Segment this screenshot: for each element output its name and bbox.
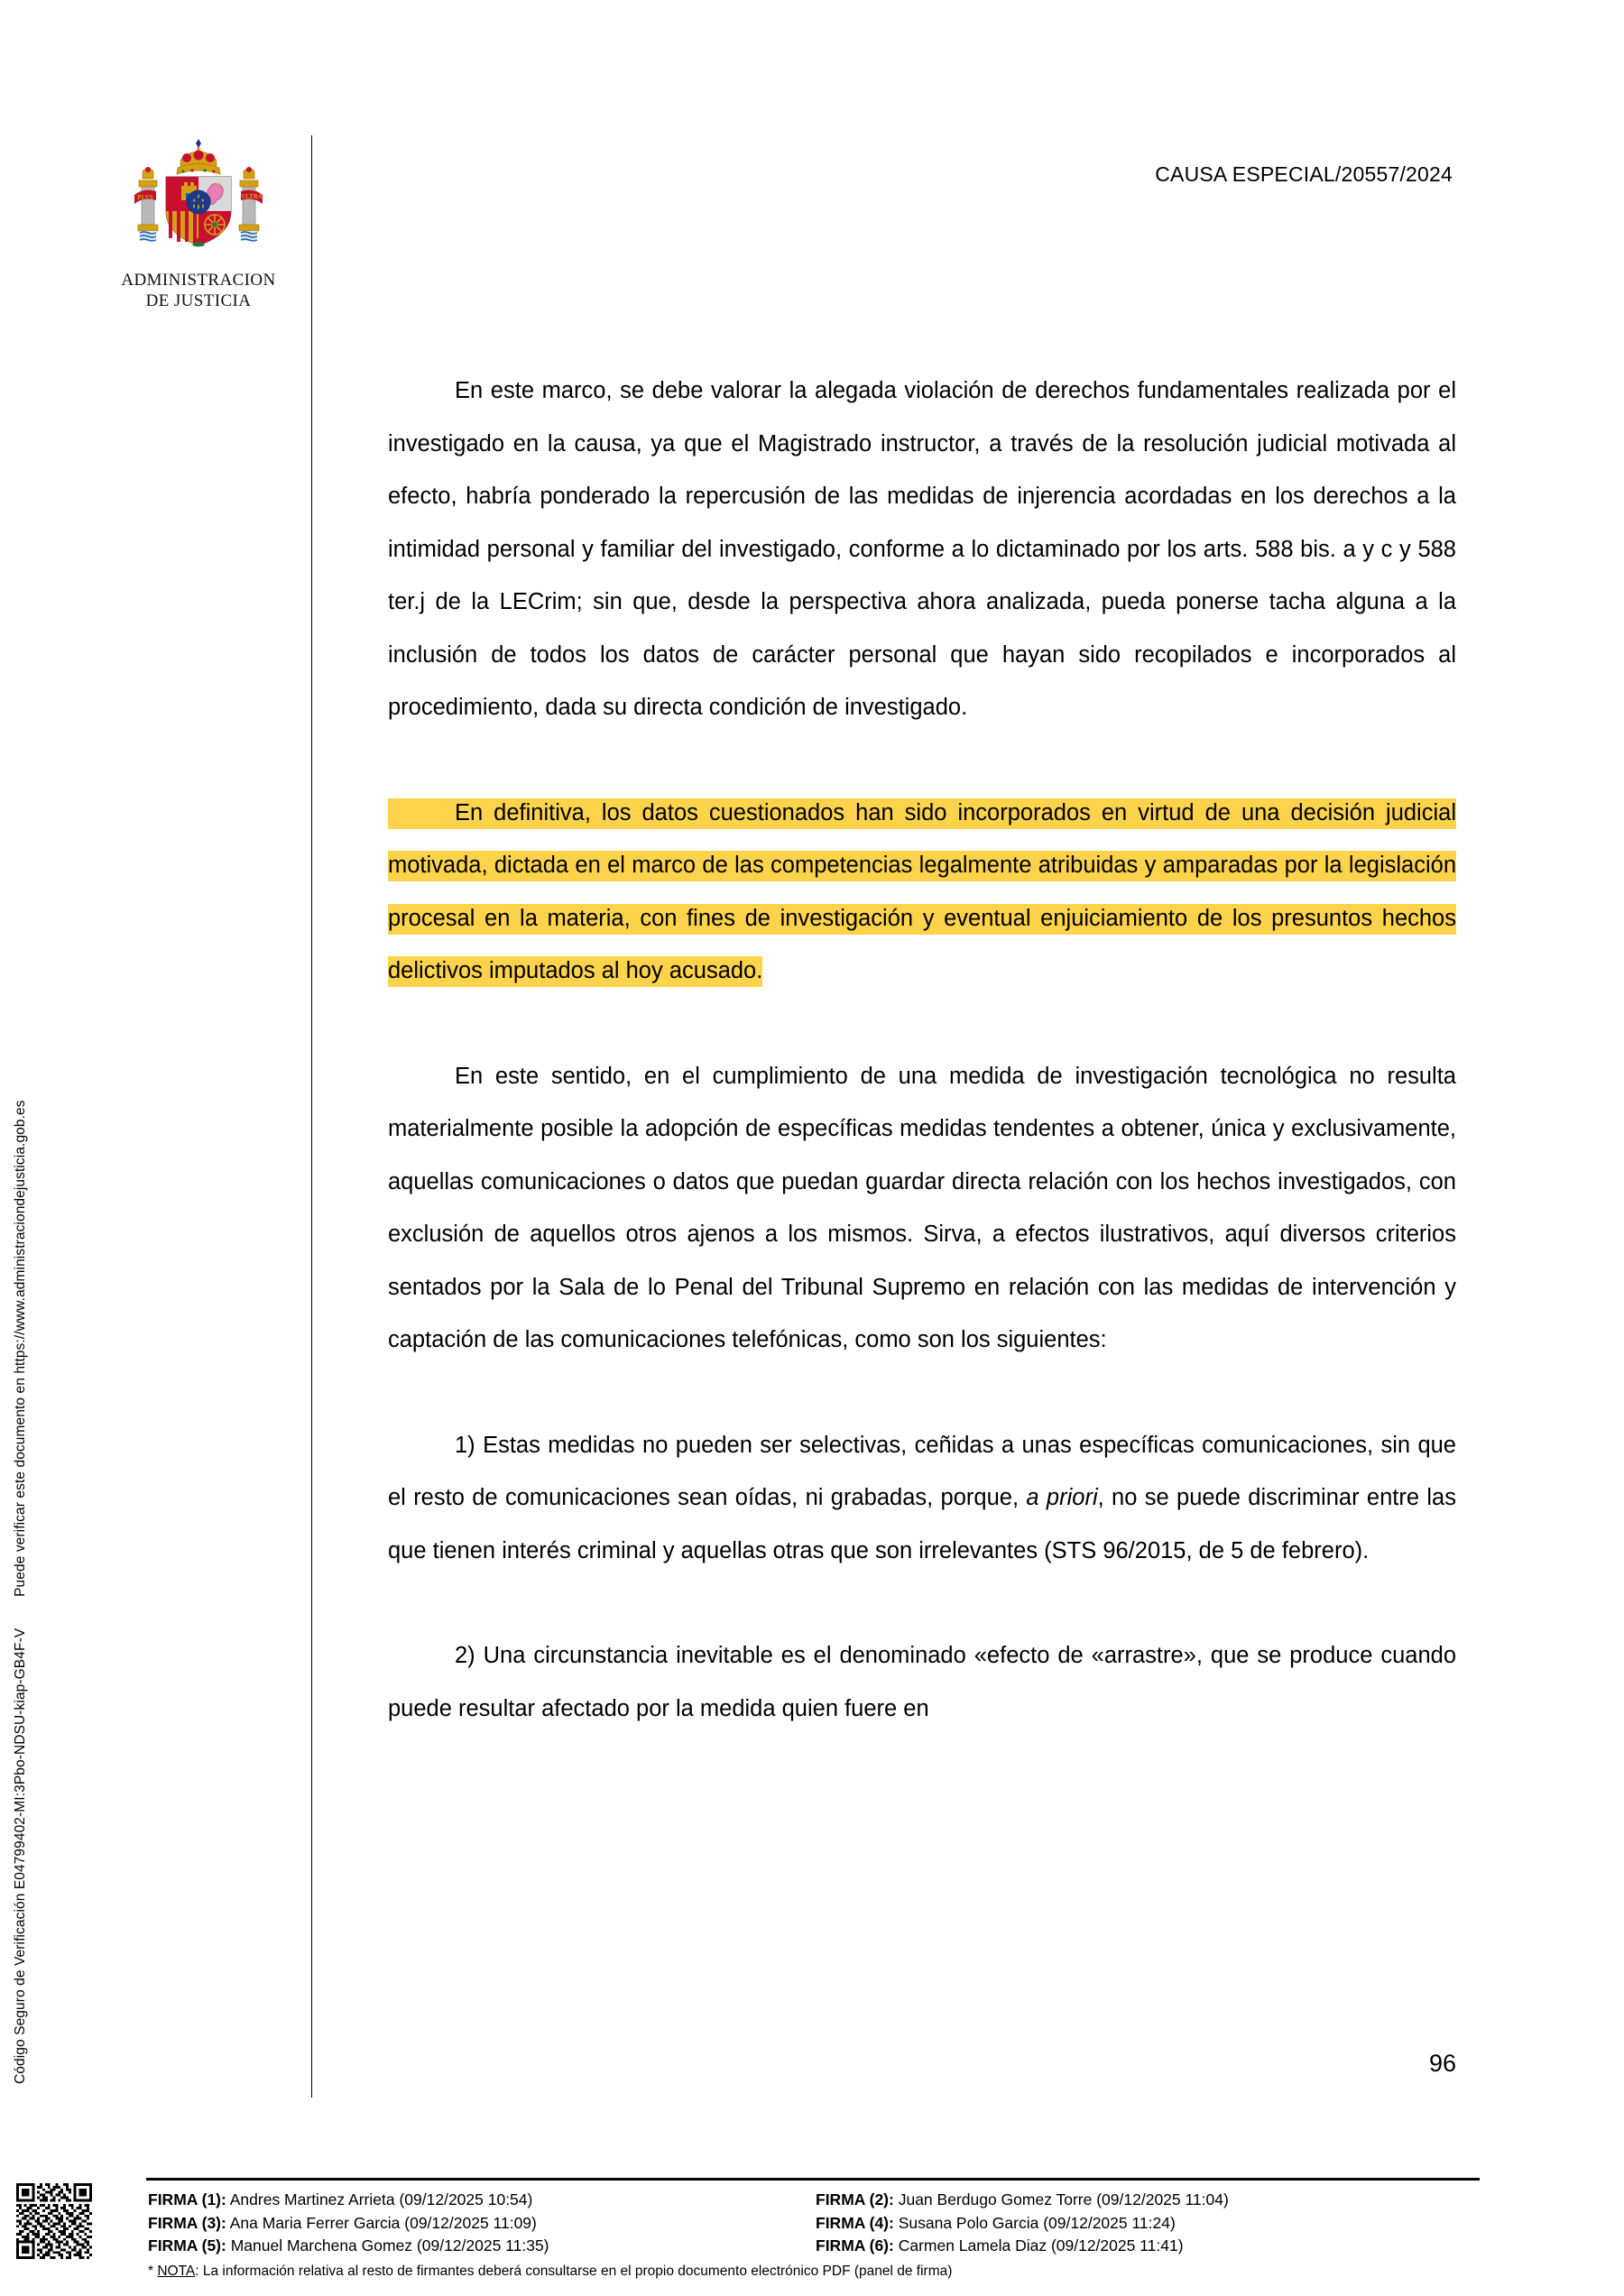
- signature-row: [148, 2189, 1483, 2212]
- signature-label: FIRMA (6):: [816, 2236, 894, 2255]
- margin-divider-rule: [311, 135, 312, 2098]
- signature-row: [148, 2235, 1483, 2258]
- list-item-2-text: 2) Una circunstancia inevitable es el denominado «efecto de «arrastre», que se produce cuando puede resultar afectado por la medida quien fuere en: [388, 1643, 1456, 1721]
- signature-entry: [148, 2235, 816, 2258]
- list-item-1-italic: a priori: [1026, 1485, 1098, 1510]
- note-asterisk: *: [148, 2264, 158, 2279]
- signature-value: Susana Polo Garcia (09/12/2025 11:24): [893, 2213, 1176, 2232]
- emblem-caption-line-2: DE JUSTICIA: [145, 291, 252, 311]
- paragraph-2-highlighted: [388, 787, 1456, 998]
- case-reference-header: CAUSA ESPECIAL/20557/2024: [1155, 162, 1453, 186]
- signature-footer: [0, 2163, 1624, 2296]
- paragraph-1: [388, 364, 1456, 734]
- paragraph-2-text: En definitiva, los datos cuestionados han sido incorporados en virtud de una decisión judicial motivada, dictada en el marco de las competencias legalmente atribuidas y amparadas por la legislación procesal en la materia, con fines de investigación y eventual enjuiciamiento de los presuntos hechos delictivos imputados al hoy acusado.: [388, 799, 1456, 983]
- signature-entry: [816, 2212, 1483, 2236]
- signature-entry: [148, 2189, 816, 2212]
- signature-entry: [816, 2189, 1483, 2212]
- paragraph-3-text: En este sentido, en el cumplimiento de una medida de investigación tecnológica no resulta materialmente posible la adopción de específicas medidas tendentes a obtener, única y exclusivamente, aquellas comunicaciones o datos que puedan guardar directa relación con los hechos investigados, con exclusión de aquellos otros ajenos a los mismos. Sirva, a efectos ilustrativos, aquí diversos criterios sentados por la Sala de lo Penal del Tribunal Supremo en relación con las medidas de intervención y captación de las comunicaciones telefónicas, como son los siguientes:: [388, 1063, 1456, 1352]
- list-item-1-text-a: 1) Estas medidas no pueden ser selectivas, ceñidas a unas específicas comunicaciones, sin que el resto de comunicaciones sean oídas, ni grabadas, porque,: [388, 1432, 1456, 1510]
- footer-divider-rule: [146, 2178, 1480, 2181]
- signature-label: FIRMA (4):: [816, 2213, 894, 2232]
- signature-value: Carmen Lamela Diaz (09/12/2025 11:41): [893, 2236, 1184, 2255]
- signature-entry: [148, 2212, 816, 2236]
- document-body: [388, 364, 1456, 1735]
- list-item-1: [388, 1419, 1456, 1578]
- verification-sidebar-text: [13, 1074, 29, 2084]
- footer-note: [148, 2263, 952, 2281]
- verification-code-text: Código Seguro de Verificación E04799402-MI:3Pbo-NDSU-kiap-GB4F-V: [13, 1627, 28, 2084]
- signature-label: FIRMA (2):: [816, 2190, 894, 2208]
- paragraph-3: [388, 1050, 1456, 1367]
- administration-of-justice-emblem: [99, 134, 298, 311]
- svg-text:VLTRA: VLTRA: [241, 193, 263, 200]
- note-text: : La información relativa al resto de firmantes deberá consultarse en el propio documento electrónico PDF (panel de firma): [195, 2264, 953, 2279]
- signature-label: FIRMA (1):: [148, 2190, 226, 2208]
- verification-sidebar: [0, 0, 56, 2147]
- signature-label: FIRMA (3):: [148, 2213, 226, 2232]
- signature-value: Ana Maria Ferrer Garcia (09/12/2025 11:09): [226, 2213, 537, 2232]
- list-item-1-text-b: , no se puede discriminar entre las que tienen interés criminal y aquellas otras que son irrelevantes (STS 96/2015, de 5 de febrero).: [388, 1485, 1456, 1563]
- paragraph-1-text: En este marco, se debe valorar la alegada violación de derechos fundamentales realizada por el investigado en la causa, ya que el Magistrado instructor, a través de la resolución judicial motivada al efecto, habría ponderado la repercusión de las medidas de injerencia acordadas en los derechos a la intimidad personal y familiar del investigado, conforme a lo dictaminado por los arts. 588 bis. a y c y 588 ter.j de la LECrim; sin que, desde la perspectiva ahora analizada, pueda ponerse tacha alguna a la inclusión de todos los datos de carácter personal que hayan sido recopilados e incorporados al procedimiento, dada su directa condición de investigado.: [388, 378, 1456, 720]
- signature-label: FIRMA (5):: [148, 2236, 226, 2255]
- signature-row: [148, 2212, 1483, 2236]
- signature-value: Andres Martinez Arrieta (09/12/2025 10:54): [226, 2190, 533, 2208]
- verification-url-text: Puede verificar este documento en https://www.administraciondejusticia.gob.es: [13, 1100, 28, 1597]
- emblem-caption-line-1: ADMINISTRACION: [121, 271, 276, 290]
- signature-value: Juan Berdugo Gomez Torre (09/12/2025 11:04): [893, 2190, 1229, 2208]
- list-item-2: [388, 1629, 1456, 1735]
- signature-entry: [816, 2235, 1483, 2258]
- note-label: NOTA: [157, 2264, 196, 2279]
- signature-grid: [148, 2189, 1483, 2258]
- svg-text:PLVS: PLVS: [137, 194, 153, 201]
- page-number: 96: [1428, 2050, 1456, 2077]
- spanish-coat-of-arms-icon: [118, 134, 279, 269]
- signature-value: Manuel Marchena Gomez (09/12/2025 11:35): [226, 2236, 549, 2255]
